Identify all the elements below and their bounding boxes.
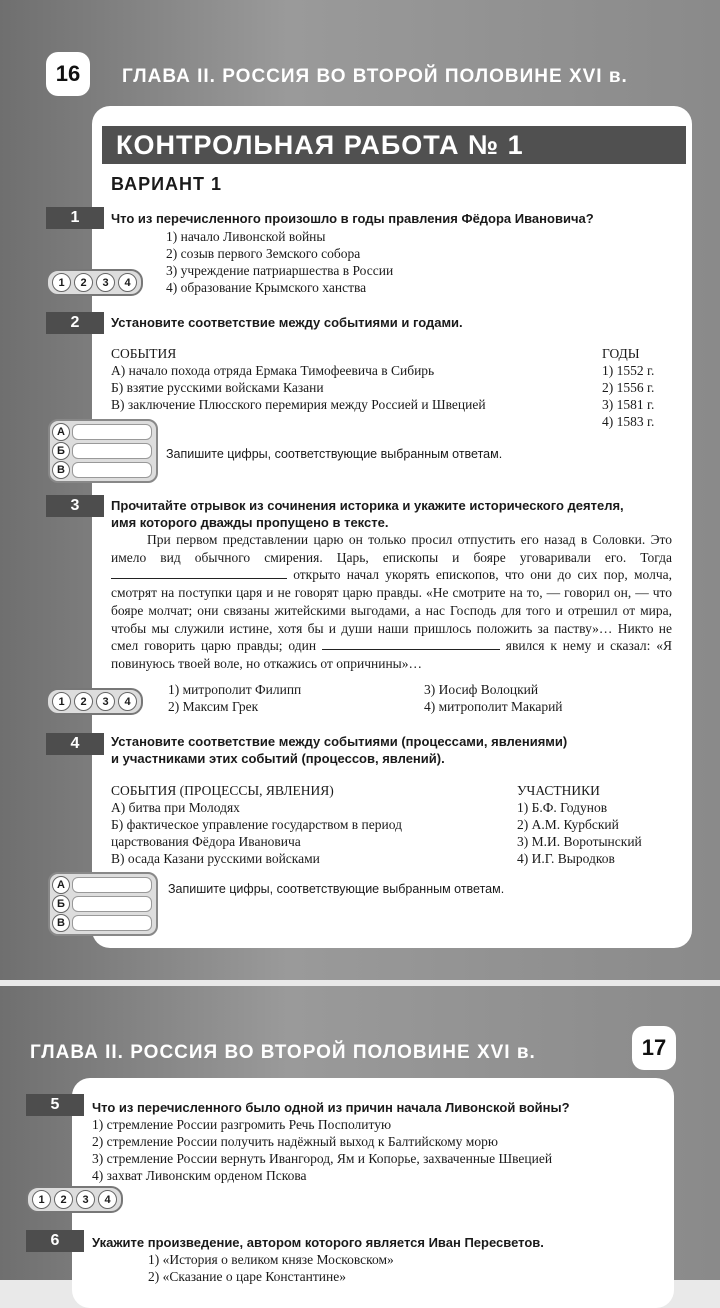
q3-option-4[interactable]: 4) митрополит Макарий — [424, 699, 563, 714]
q4-participant-2: 2) А.М. Курбский — [517, 817, 619, 832]
q2-year-4: 4) 1583 г. — [602, 414, 655, 429]
q5-option-4[interactable]: 4) захват Ливонским орденом Пскова — [92, 1168, 307, 1183]
q5-option-2[interactable]: 2) стремление России получить надёжный выход к Балтийскому морю — [92, 1134, 498, 1149]
q5-option-1[interactable]: 1) стремление России разгромить Речь Посполитую — [92, 1117, 392, 1132]
q2-event-b: Б) взятие русскими войсками Казани — [111, 380, 324, 395]
q3-passage — [111, 531, 672, 673]
q1-option-2[interactable]: 2) созыв первого Земского собора — [166, 246, 361, 261]
answer-letter-c: В — [52, 914, 70, 932]
chapter-title: ГЛАВА II. РОССИЯ ВО ВТОРОЙ ПОЛОВИНЕ XVI в. — [30, 1042, 536, 1063]
q4-answer-field-c[interactable] — [72, 915, 152, 931]
question-number-5: 5 — [26, 1094, 84, 1116]
q1-option-4[interactable]: 4) образование Крымского ханства — [166, 280, 367, 295]
q1-answer-circles — [46, 269, 143, 296]
q4-participant-3: 3) М.И. Воротынский — [517, 834, 642, 849]
q4-event-b: Б) фактическое управление государством в период — [111, 817, 402, 832]
q2-event-a: А) начало похода отряда Ермака Тимофеевича в Сибирь — [111, 363, 435, 378]
q3-option-3[interactable]: 3) Иосиф Волоцкий — [424, 682, 539, 697]
question-number-3: 3 — [46, 495, 104, 517]
q4-event-c: В) осада Казани русскими войсками — [111, 851, 320, 866]
q4-participant-4: 4) И.Г. Выродков — [517, 851, 615, 866]
q4-events-header: СОБЫТИЯ (ПРОЦЕССЫ, ЯВЛЕНИЯ) — [111, 783, 334, 798]
answer-circle-4[interactable]: 4 — [118, 692, 137, 711]
answer-circle-4[interactable]: 4 — [118, 273, 137, 292]
q2-answer-field-a[interactable] — [72, 424, 152, 440]
q4-event-b-cont: царствования Фёдора Ивановича — [111, 834, 301, 849]
q2-year-1: 1) 1552 г. — [602, 363, 655, 378]
answer-circle-1[interactable]: 1 — [52, 273, 71, 292]
page-17 — [0, 986, 720, 1284]
q2-years-header: ГОДЫ — [602, 346, 640, 361]
q2-year-3: 3) 1581 г. — [602, 397, 655, 412]
q3-answer-circles — [46, 688, 143, 715]
answer-letter-a: А — [52, 876, 70, 894]
question-1-text: Что из перечисленного произошло в годы правления Фёдора Ивановича? — [111, 211, 594, 226]
q3-option-2[interactable]: 2) Максим Грек — [168, 699, 259, 714]
q1-option-1[interactable]: 1) начало Ливонской войны — [166, 229, 326, 244]
question-6-text: Укажите произведение, автором которого является Иван Пересветов. — [92, 1235, 544, 1250]
q2-hint: Запишите цифры, соответствующие выбранным ответам. — [166, 447, 503, 461]
question-3-text-line2: имя которого дважды пропущено в тексте. — [111, 515, 389, 530]
variant-label: ВАРИАНТ 1 — [111, 174, 223, 194]
q1-option-3[interactable]: 3) учреждение патриаршества в России — [166, 263, 394, 278]
q6-option-1[interactable]: 1) «История о великом князе Московском» — [148, 1252, 394, 1267]
q6-option-2[interactable]: 2) «Сказание о царе Константине» — [148, 1269, 346, 1284]
page-number: 17 — [632, 1026, 676, 1070]
q3-option-1[interactable]: 1) митрополит Филипп — [168, 682, 302, 697]
q5-option-3[interactable]: 3) стремление России вернуть Ивангород, Ям и Копорье, захваченные Швецией — [92, 1151, 553, 1166]
answer-circle-1[interactable]: 1 — [32, 1190, 51, 1209]
question-number-4: 4 — [46, 733, 104, 755]
answer-letter-a: А — [52, 423, 70, 441]
q2-answer-box — [48, 419, 158, 483]
passage-blank-2 — [322, 649, 500, 650]
test-title: КОНТРОЛЬНАЯ РАБОТА № 1 — [102, 126, 686, 164]
question-number-1: 1 — [46, 207, 104, 229]
q4-hint: Запишите цифры, соответствующие выбранным ответам. — [168, 882, 505, 896]
answer-letter-c: В — [52, 461, 70, 479]
answer-circle-2[interactable]: 2 — [74, 273, 93, 292]
q2-answer-field-c[interactable] — [72, 462, 152, 478]
answer-circle-4[interactable]: 4 — [98, 1190, 117, 1209]
q4-answer-box — [48, 872, 158, 936]
passage-part-a: При первом представлении царю он только просил отпустить его назад в Соловки. Это имело вид обычного смирения. Царь, епископы и бояре уговаривали его. Тогда — [111, 532, 672, 565]
answer-circle-3[interactable]: 3 — [96, 273, 115, 292]
passage-part-c: явился к нему и сказал: «Я повинуюсь твоей воле, но откажись от опричнины»… — [111, 638, 673, 671]
chapter-title: ГЛАВА II. РОССИЯ ВО ВТОРОЙ ПОЛОВИНЕ XVI в. — [122, 66, 628, 87]
question-3-text-line1: Прочитайте отрывок из сочинения историка и укажите исторического деятеля, — [111, 498, 624, 513]
q4-event-a: А) битва при Молодях — [111, 800, 240, 815]
q4-answer-field-a[interactable] — [72, 877, 152, 893]
q4-participants-header: УЧАСТНИКИ — [517, 783, 600, 798]
question-2-text: Установите соответствие между событиями и годами. — [111, 315, 463, 330]
answer-letter-b: Б — [52, 442, 70, 460]
question-4-text-line1: Установите соответствие между событиями (процессами, явлениями) — [111, 734, 568, 749]
q5-answer-circles — [26, 1186, 123, 1213]
answer-circle-3[interactable]: 3 — [96, 692, 115, 711]
passage-part-b: открыто начал укорять епископов, что они до сих пор, молча, смотрят на поступки царя и не говорят царю правды. «Не смотрите на то, — говорил он, — что бояре молчат; они связаны житейскими выгодами, а нас Господь для того и отрешил от мира, чтобы мы служили истине, хотя бы и души наши пришлось положить за паству»… Никто не смел говорить царю правды; один — [111, 567, 672, 654]
passage-blank-1 — [111, 578, 287, 579]
answer-letter-b: Б — [52, 895, 70, 913]
answer-circle-2[interactable]: 2 — [54, 1190, 73, 1209]
answer-circle-1[interactable]: 1 — [52, 692, 71, 711]
question-number-2: 2 — [46, 312, 104, 334]
q4-participant-1: 1) Б.Ф. Годунов — [517, 800, 608, 815]
q2-event-c: В) заключение Плюсского перемирия между Россией и Швецией — [111, 397, 486, 412]
answer-circle-3[interactable]: 3 — [76, 1190, 95, 1209]
q2-year-2: 2) 1556 г. — [602, 380, 655, 395]
q2-events-header: СОБЫТИЯ — [111, 346, 177, 361]
answer-circle-2[interactable]: 2 — [74, 692, 93, 711]
q4-answer-field-b[interactable] — [72, 896, 152, 912]
question-5-text: Что из перечисленного было одной из причин начала Ливонской войны? — [92, 1100, 570, 1115]
question-number-6: 6 — [26, 1230, 84, 1252]
question-4-text-line2: и участниками этих событий (процессов, явлений). — [111, 751, 445, 766]
page-number: 16 — [46, 52, 90, 96]
q2-answer-field-b[interactable] — [72, 443, 152, 459]
